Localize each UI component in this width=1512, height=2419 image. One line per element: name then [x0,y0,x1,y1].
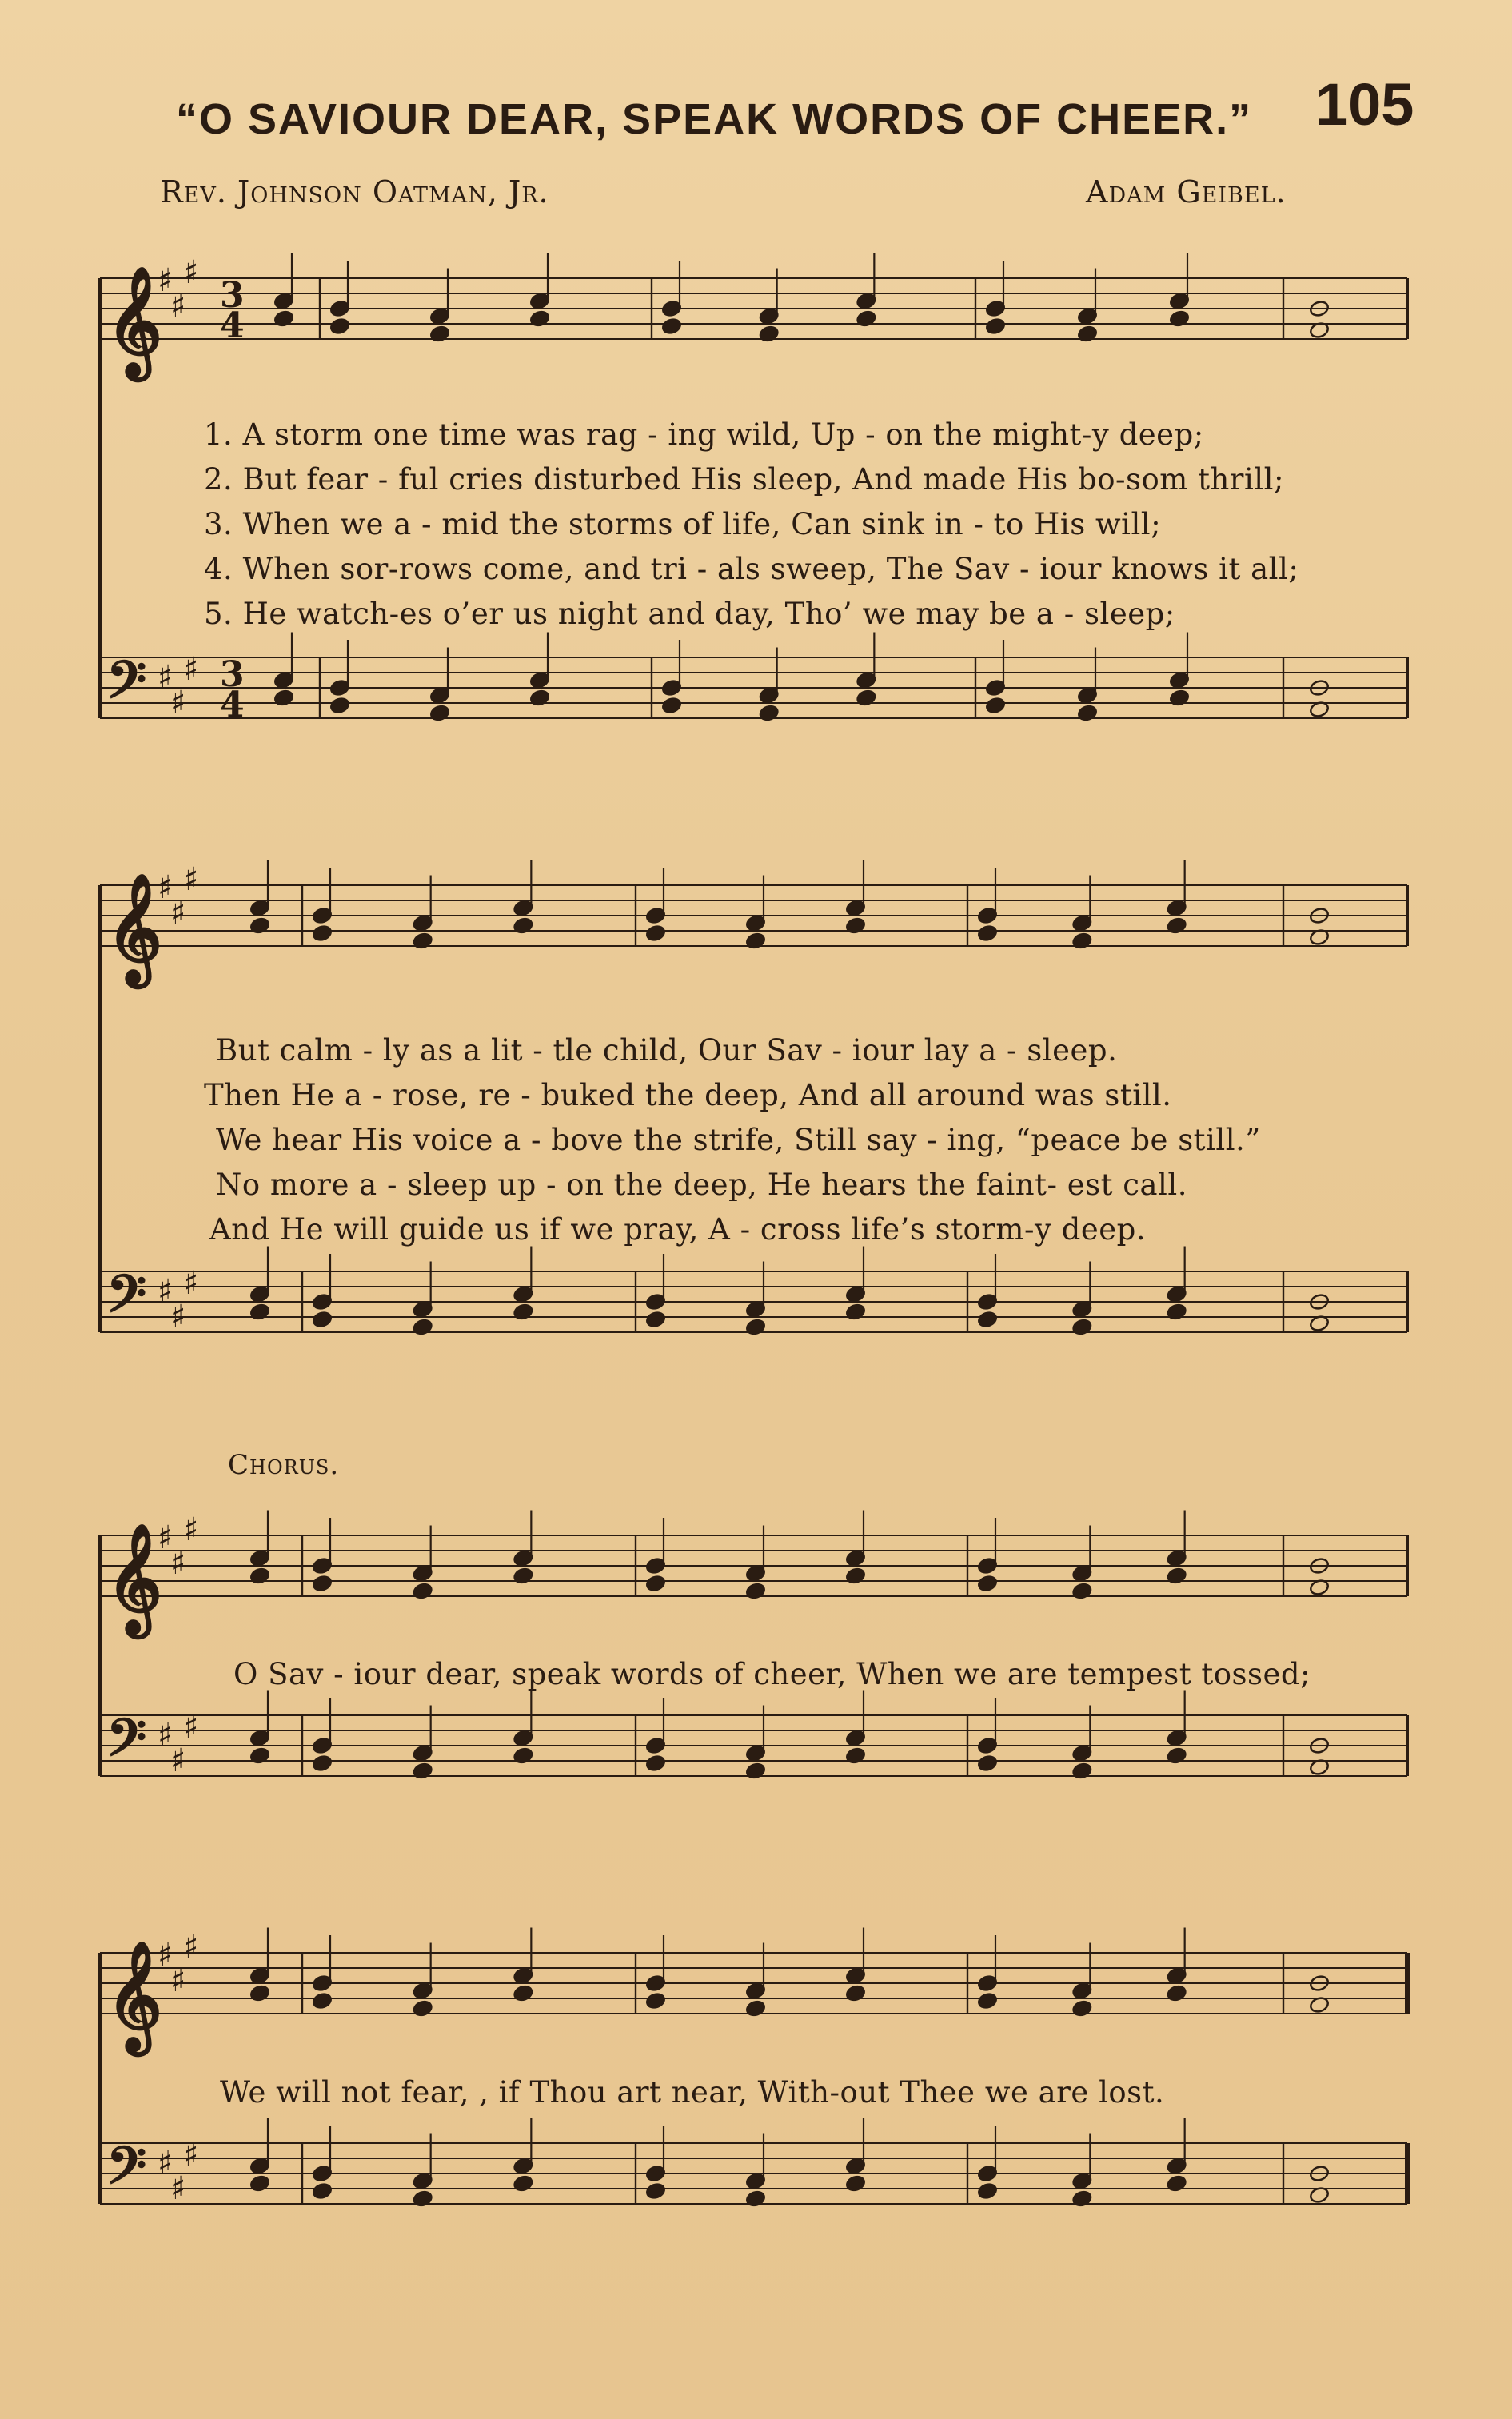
note-head [249,1746,270,1765]
verse-2-line-a: 2. But fear - ful cries disturbed His sleep, And made His bo-som thrill; [204,462,1284,497]
sharp-icon: ♯ [170,684,186,721]
note-head [413,2189,433,2208]
note-head [249,916,270,935]
sharp-icon: ♯ [170,1544,186,1582]
note-head [845,1984,866,2002]
note-head [312,924,333,943]
bass-clef-icon: 𝄢 [106,1708,147,1781]
note-head [1071,1762,1092,1780]
sharp-icon: ♯ [158,1272,174,1310]
chorus-line-1: O Sav - iour dear, speak words of cheer, When we are tempest tossed; [233,1657,1311,1691]
treble-clef-icon: 𝄞 [106,872,162,983]
note-head [845,1746,866,1765]
note-head [845,1303,866,1321]
note-head [249,1984,270,2002]
note-head [977,1311,998,1329]
note-head [1167,1746,1187,1765]
note-head [413,1582,433,1600]
note-head [273,689,294,707]
bass-clef-icon: 𝄢 [106,1264,147,1337]
note-head [413,932,433,950]
note-head [529,309,550,328]
time-sig-top: 3 [220,275,245,316]
note-head [745,1999,766,2018]
bass-clef-icon: 𝄢 [106,650,147,723]
sharp-icon: ♯ [158,868,174,906]
bass-staff [100,650,1407,725]
note-head [249,1567,270,1585]
note-head [1167,2174,1187,2193]
note-head [1077,325,1098,343]
note-head [845,1567,866,1585]
sharp-icon: ♯ [158,1936,174,1974]
note-head [429,325,450,343]
note-head [745,1582,766,1600]
note-head [312,2182,333,2201]
lyricist-credit: Rev. Johnson Oatman, Jr. [160,174,549,210]
note-head [661,317,682,336]
sharp-icon: ♯ [170,2170,186,2207]
note-head [513,1303,533,1321]
sharp-icon: ♯ [158,1519,174,1556]
verse-1-line-a: 1. A storm one time was rag - ing wild, Up - on the might-y deep; [204,417,1204,452]
sharp-icon: ♯ [170,1298,186,1335]
verse-4-line-b: No more a - sleep up - on the deep, He hears the faint- est call. [216,1168,1187,1202]
note-head [273,309,294,328]
note-head [1167,916,1187,935]
verse-5-line-b: And He will guide us if we pray, A - cross life’s storm-y deep. [209,1212,1147,1247]
note-head [856,689,876,707]
treble-staff [100,253,1407,382]
hymn-title: “O SAVIOUR DEAR, SPEAK WORDS OF CHEER.” [176,95,1253,143]
sharp-icon: ♯ [170,287,186,325]
note-head [977,1575,998,1593]
note-head [759,325,780,343]
bass-clef-icon: 𝄢 [106,2136,147,2209]
note-head [845,916,866,935]
note-head [745,1762,766,1780]
sharp-icon: ♯ [183,1264,199,1302]
note-head [312,1311,333,1329]
sharp-icon: ♯ [158,261,174,299]
verse-4-line-a: 4. When sor-rows come, and tri - als sweep, The Sav - iour knows it all; [204,552,1299,586]
note-head [1071,2189,1092,2208]
note-head [513,2174,533,2193]
note-head [513,916,533,935]
sharp-icon: ♯ [170,1742,186,1779]
note-head [645,2182,666,2201]
composer-credit: Adam Geibel. [1086,174,1287,210]
note-head [1169,689,1190,707]
note-head [661,697,682,715]
note-head [1071,1999,1092,2018]
note-head [249,2174,270,2193]
treble-clef-icon: 𝄞 [106,265,162,376]
note-head [429,704,450,722]
sharp-icon: ♯ [170,1962,186,1999]
treble-clef-icon: 𝄞 [106,1522,162,1633]
note-head [745,2189,766,2208]
note-head [745,932,766,950]
note-head [759,704,780,722]
verse-1-line-b: But calm - ly as a lit - tle child, Our Sav - iour lay a - sleep. [216,1033,1118,1068]
note-head [249,1303,270,1321]
verse-3-line-a: 3. When we a - mid the storms of life, Can sink in - to His will; [204,507,1162,541]
note-head [1071,1582,1092,1600]
sharp-icon: ♯ [170,894,186,932]
note-head [513,1746,533,1765]
sharp-icon: ♯ [158,1716,174,1754]
note-head [645,1992,666,2010]
note-head [1071,932,1092,950]
note-head [413,1999,433,2018]
note-head [985,317,1006,336]
note-head [977,1992,998,2010]
time-sig-top: 3 [220,654,245,695]
note-head [985,697,1006,715]
chorus-line-2: We will not fear, , if Thou art near, With-out Thee we are lost. [220,2075,1165,2110]
note-head [312,1992,333,2010]
note-head [856,309,876,328]
verse-5-line-a: 5. He watch-es o’er us night and day, Tho’ we may be a - sleep; [204,597,1175,631]
sharp-icon: ♯ [158,2144,174,2181]
sharp-icon: ♯ [183,1511,199,1548]
note-head [1167,1303,1187,1321]
sharp-icon: ♯ [183,2136,199,2174]
note-head [1071,1318,1092,1336]
note-head [977,2182,998,2201]
note-head [745,1318,766,1336]
time-sig-bottom: 4 [220,685,245,725]
sharp-icon: ♯ [183,1928,199,1966]
note-head [645,1575,666,1593]
note-head [513,1984,533,2002]
note-head [413,1762,433,1780]
treble-clef-icon: 𝄞 [106,1939,162,2050]
sharp-icon: ♯ [158,658,174,696]
note-head [1169,309,1190,328]
note-head [645,1311,666,1329]
chorus-label: Chorus. [228,1449,340,1481]
note-head [1167,1567,1187,1585]
note-head [413,1318,433,1336]
time-sig-bottom: 4 [220,305,245,346]
note-head [329,697,350,715]
page-number: 105 [1315,71,1414,138]
note-head [329,317,350,336]
note-head [312,1575,333,1593]
note-head [645,924,666,943]
note-head [645,1754,666,1773]
note-head [529,689,550,707]
note-head [977,924,998,943]
note-head [1167,1984,1187,2002]
note-head [1077,704,1098,722]
verse-2-line-b: Then He a - rose, re - buked the deep, And all around was still. [204,1078,1172,1112]
note-head [977,1754,998,1773]
sharp-icon: ♯ [183,650,199,688]
note-head [513,1567,533,1585]
note-head [845,2174,866,2193]
sharp-icon: ♯ [183,1708,199,1746]
sharp-icon: ♯ [183,860,199,898]
sharp-icon: ♯ [183,253,199,291]
verse-3-line-b: We hear His voice a - bove the strife, Still say - ing, “peace be still.” [216,1123,1261,1157]
note-head [312,1754,333,1773]
